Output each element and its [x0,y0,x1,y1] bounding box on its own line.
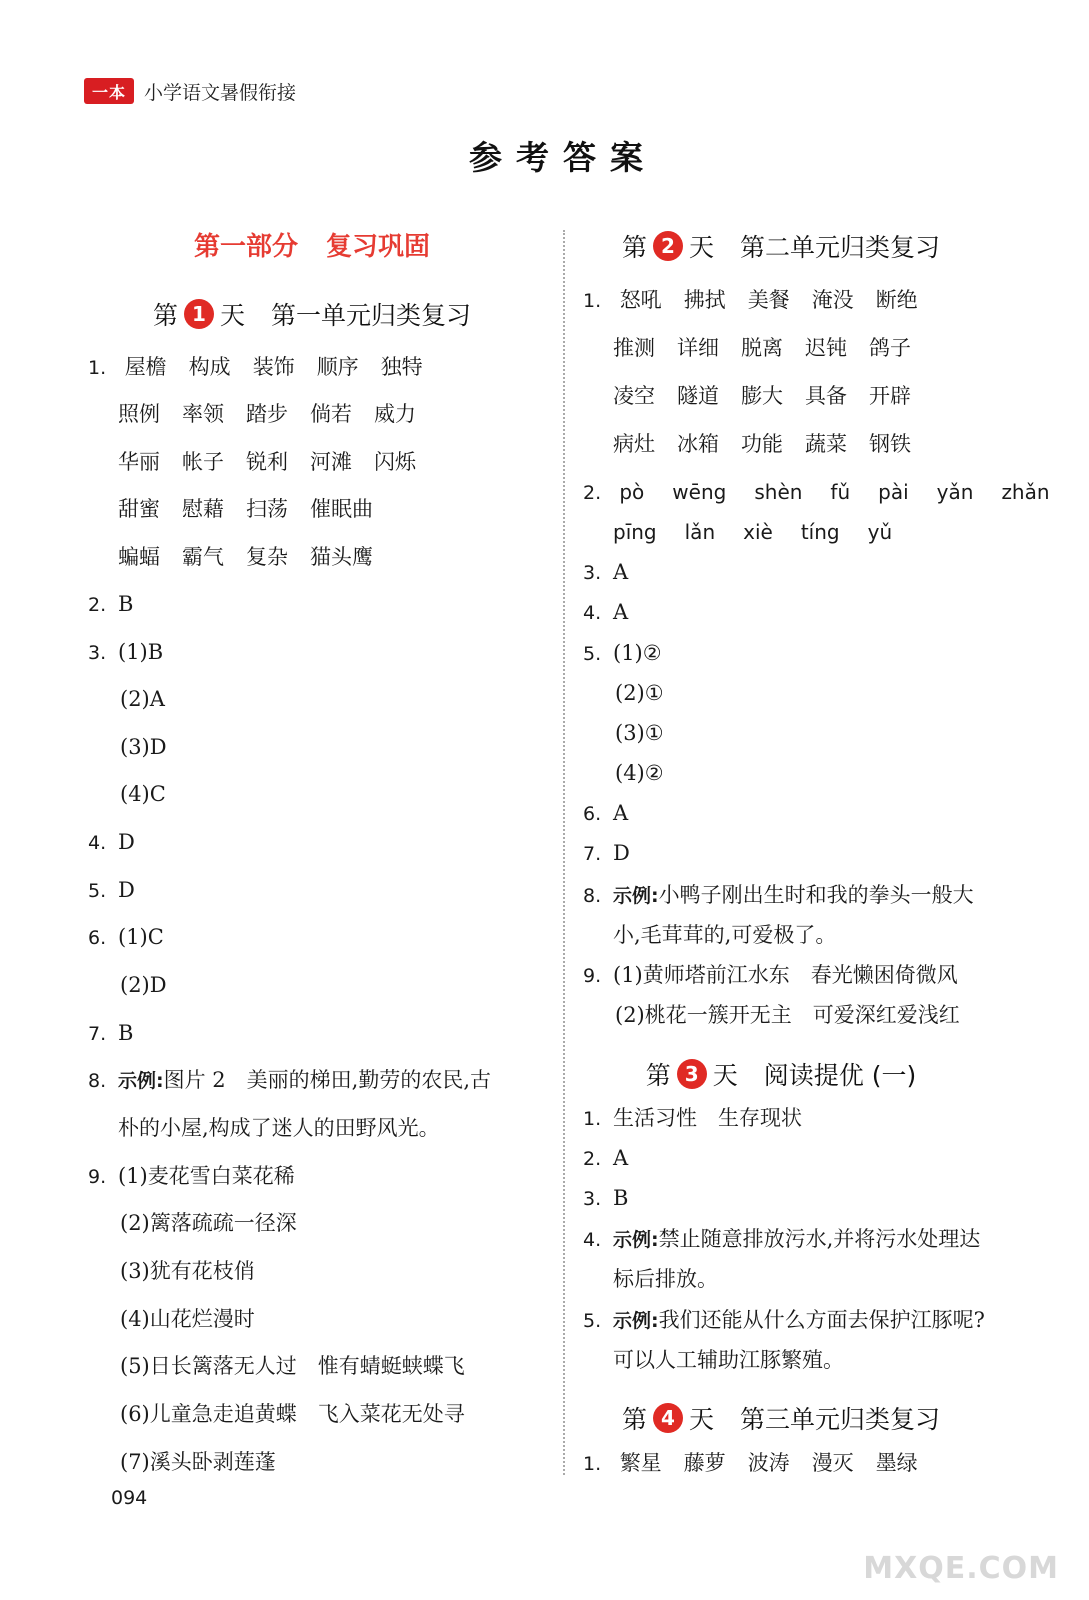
answer-text: (1)黄师塔前江水东 春光懒困倚微风 [613,963,958,987]
day-title: 阅读提优 (一) [763,1061,917,1090]
answer-text: A [613,1146,629,1170]
answer-word: 迟钝 [805,336,847,360]
answer-word: 怒吼 [619,288,662,312]
answer-row [88,1019,133,1048]
answer-text: 标后排放。 [613,1267,718,1291]
answer-row [615,679,664,707]
answer-row [613,430,933,458]
answer-row [615,759,664,787]
answer-text: (4)② [615,761,664,785]
answer-text: 小,毛茸茸的,可爱极了。 [613,923,837,947]
answer-row [615,1001,960,1029]
question-number: 1. [583,1453,602,1475]
answer-row [88,353,445,382]
answer-word: 隧道 [677,384,719,408]
day-prefix: 第 [645,1061,671,1090]
day-title: 第一单元归类复习 [271,301,472,330]
day-suffix: 天 [688,233,714,262]
answer-word: 慰藉 [182,497,224,521]
question-number: 1. [583,290,602,312]
question-number: 3. [583,1188,602,1210]
answer-text: 禁止随意排放污水,并将污水处理达 [658,1227,981,1251]
answer-text: (2)① [615,681,664,705]
answer-word: 屋檐 [124,355,167,379]
day-title: 第二单元归类复习 [740,233,941,262]
answer-word: 踏步 [246,402,288,426]
answer-text: (7)溪头卧剥莲蓬 [120,1450,276,1474]
answer-row [613,921,836,949]
answer-word: 蝙蝠 [118,545,160,569]
pinyin-answer: lǎn [684,520,716,544]
answer-word: 详细 [677,336,719,360]
series-title: 小学语文暑假衔接 [144,81,297,104]
answer-row [120,685,165,713]
answer-word: 藤萝 [683,1451,726,1475]
answer-word: 繁星 [619,1451,662,1475]
question-number: 5. [583,1310,602,1332]
question-number: 5. [583,643,602,665]
answer-word: 拂拭 [683,288,726,312]
day-number-badge: 3 [677,1059,707,1089]
answer-row [583,1449,940,1478]
answer-row [583,1104,802,1133]
answer-text: 朴的小屋,构成了迷人的田野风光。 [118,1116,440,1140]
answer-row [583,639,662,668]
answer-word: 具备 [805,384,847,408]
answer-word: 鸽子 [869,336,911,360]
answer-text: (6)儿童急走追黄蝶 飞入菜花无处寻 [120,1402,465,1426]
answer-row [120,1209,297,1237]
answer-word: 率领 [182,402,224,426]
day-4-heading [583,1400,979,1436]
answer-word: 推测 [613,336,655,360]
question-number: 4. [88,832,107,854]
answer-text: D [613,841,630,865]
answer-row [120,971,167,999]
answer-word: 漫灭 [811,1451,854,1475]
question-number: 2. [88,594,107,616]
answer-row [583,961,958,990]
answer-word: 复杂 [246,545,288,569]
answer-row [88,828,135,857]
example-label: 示例: [613,1310,659,1332]
example-label: 示例: [613,1229,659,1251]
answer-text: (1)麦花雪白菜花稀 [118,1164,295,1188]
answer-word: 河滩 [310,450,352,474]
answer-text: D [118,878,135,902]
answer-row [583,558,628,587]
answer-word: 开辟 [869,384,911,408]
answer-word: 冰箱 [677,432,719,456]
answer-row [613,518,920,546]
question-number: 1. [88,357,107,379]
day-suffix: 天 [712,1061,738,1090]
answer-row [583,1184,628,1213]
day-number-badge: 2 [653,231,683,261]
answer-text: A [613,560,629,584]
answer-word: 帐子 [182,450,224,474]
pinyin-answer: zhǎn [1001,480,1050,504]
answer-text: (3)D [120,735,167,759]
answer-text: B [613,1186,629,1210]
answer-row [88,923,164,952]
day-title: 第三单元归类复习 [740,1405,941,1434]
example-label: 示例: [613,885,659,907]
answer-row [118,543,395,571]
answer-text: 生活习性 生存现状 [613,1106,802,1130]
question-number: 4. [583,602,602,624]
answer-row [583,478,1078,507]
answer-word: 威力 [374,402,416,426]
answer-word: 猫头鹰 [310,545,373,569]
answer-word: 扫荡 [246,497,288,521]
answer-row [583,1144,628,1173]
page-title: 参考答案 [469,138,657,177]
answer-row [88,876,135,905]
watermark: MXQE.COM [863,1551,1059,1586]
answer-text: (2)D [120,973,167,997]
answer-text: (2)A [120,687,165,711]
answer-word: 波涛 [747,1451,790,1475]
question-number: 3. [88,642,107,664]
answer-row [613,382,933,410]
answer-text: 可以人工辅助江豚繁殖。 [613,1348,844,1372]
question-number: 9. [88,1166,107,1188]
answer-row [615,719,664,747]
answer-row [118,495,395,523]
answer-word: 照例 [118,402,160,426]
question-number: 5. [88,880,107,902]
brand-logo: 一本 [84,78,134,104]
answer-row [120,1400,465,1428]
question-number: 9. [583,965,602,987]
answer-row [120,733,167,761]
answer-row [613,334,933,362]
answer-text: B [118,1021,134,1045]
pinyin-answer: pīng [613,520,657,544]
answer-word: 华丽 [118,450,160,474]
answer-text: (1)② [613,641,662,665]
answer-row [583,1306,985,1335]
answer-text: A [613,801,629,825]
part-label: 第一部分 [193,232,298,262]
answer-word: 独特 [380,355,423,379]
answer-word: 美餐 [747,288,790,312]
day-prefix: 第 [621,233,647,262]
answer-row [120,1305,255,1333]
answer-word: 装饰 [252,355,295,379]
answer-text: (2)桃花一簇开无主 可爱深红爱浅红 [615,1003,960,1027]
column-divider [563,230,565,1475]
answer-row [88,638,163,667]
answer-word: 病灶 [613,432,655,456]
day-3-heading [583,1056,979,1092]
part-title [88,226,536,263]
answer-row [118,400,438,428]
day-number-badge: 4 [653,1403,683,1433]
answer-row [583,1225,980,1254]
answer-word: 脱离 [741,336,783,360]
pinyin-answer: xiè [743,520,773,544]
answer-row [120,1257,255,1285]
answer-text: 小鸭子刚出生时和我的拳头一般大 [658,883,974,907]
question-number: 7. [88,1023,107,1045]
answer-row [613,1346,844,1374]
answer-word: 钢铁 [869,432,911,456]
pinyin-answer: pài [878,480,909,504]
answer-row [120,780,166,808]
question-number: 2. [583,482,602,504]
answer-word: 蔬菜 [805,432,847,456]
answer-row [583,839,630,868]
answer-text: D [118,830,135,854]
answer-word: 甜蜜 [118,497,160,521]
question-number: 7. [583,843,602,865]
pinyin-answer: pò [619,480,645,504]
day-2-heading [583,228,979,264]
pinyin-answer: tíng [800,520,840,544]
answer-text: (5)日长篱落无人过 惟有蜻蜓蛱蝶飞 [120,1354,465,1378]
answer-word: 凌空 [613,384,655,408]
answer-row [88,1066,491,1095]
question-number: 8. [88,1070,107,1092]
day-number-badge: 1 [184,299,214,329]
part-name: 复习巩固 [326,232,431,262]
answer-row [583,799,628,828]
answer-row [88,590,133,619]
answer-row [613,1265,718,1293]
answer-row [88,1162,295,1191]
answer-row [583,881,974,910]
question-number: 2. [583,1148,602,1170]
answer-text: (1)C [118,925,164,949]
answer-text: 图片 2 美丽的梯田,勤劳的农民,古 [163,1068,491,1092]
answer-word: 墨绿 [875,1451,918,1475]
answer-row [118,1114,440,1142]
page-header [84,78,296,104]
question-number: 1. [583,1108,602,1130]
day-suffix: 天 [219,301,245,330]
answer-row [583,598,628,627]
answer-text: B [118,592,134,616]
day-1-heading [88,296,536,332]
pinyin-answer: wēng [672,480,727,504]
pinyin-answer: yǎn [936,480,974,504]
day-suffix: 天 [688,1405,714,1434]
question-number: 4. [583,1229,602,1251]
question-number: 8. [583,885,602,907]
pinyin-answer: yǔ [867,520,893,544]
answer-text: (4)山花烂漫时 [120,1307,255,1331]
answer-row [583,286,940,315]
answer-word: 构成 [188,355,231,379]
answer-row [120,1352,465,1380]
answer-word: 倘若 [310,402,352,426]
day-prefix: 第 [621,1405,647,1434]
answer-word: 功能 [741,432,783,456]
answer-word: 淹没 [811,288,854,312]
pinyin-answer: shèn [754,480,803,504]
pinyin-answer: fǔ [830,480,851,504]
answer-word: 霸气 [182,545,224,569]
answer-word: 锐利 [246,450,288,474]
answer-text: (2)篱落疏疏一径深 [120,1211,297,1235]
example-label: 示例: [118,1070,164,1092]
answer-word: 闪烁 [374,450,416,474]
answer-text: A [613,600,629,624]
answer-text: (1)B [118,640,164,664]
answer-row [118,448,438,476]
answer-word: 顺序 [316,355,359,379]
answer-text: 我们还能从什么方面去保护江豚呢? [658,1308,985,1332]
question-number: 6. [88,927,107,949]
page-number: 094 [111,1487,148,1509]
answer-text: (3)① [615,721,664,745]
answer-text: (4)C [120,782,166,806]
answer-word: 催眠曲 [310,497,373,521]
answer-text: (3)犹有花枝俏 [120,1259,255,1283]
question-number: 6. [583,803,602,825]
answer-word: 膨大 [741,384,783,408]
day-prefix: 第 [152,301,178,330]
question-number: 3. [583,562,602,584]
answer-word: 断绝 [875,288,918,312]
answer-row [120,1448,276,1476]
